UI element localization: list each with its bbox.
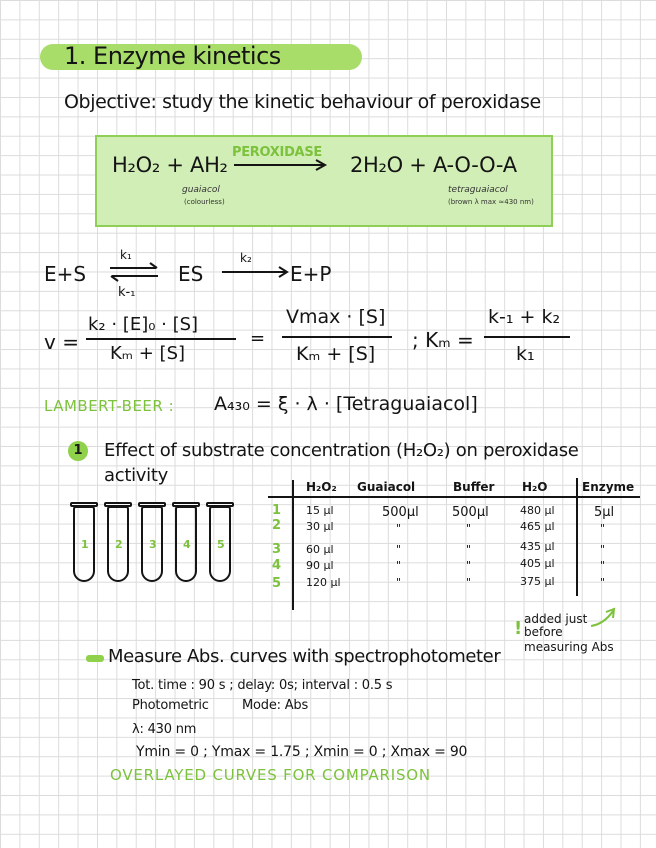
param-line: Ymin = 0 ; Ymax = 1.75 ; Xmin = 0 ; Xmax = 90 <box>136 744 468 760</box>
table-cell: 15 µl <box>306 504 334 517</box>
tetraguaiacol-label: tetraguaiacol <box>448 185 508 195</box>
table-cell: 30 µl <box>306 520 334 533</box>
table-header: H₂O₂ <box>306 480 337 494</box>
numerator-2: Vmax · [S] <box>286 306 386 328</box>
param-line: λ: 430 nm <box>132 722 197 737</box>
table-row-number: 2 <box>272 518 282 533</box>
fraction-bar-1 <box>86 338 236 340</box>
param-line: Tot. time : 90 s ; delay: 0s; interval : 0.5 s <box>132 678 393 693</box>
table-cell: " <box>466 543 472 556</box>
table-cell: 480 µl <box>520 504 555 517</box>
note-line: measuring Abs <box>524 640 614 654</box>
fraction-bar-2 <box>282 336 392 338</box>
section-title-line1: Effect of substrate concentration (H₂O₂) on peroxidase <box>104 440 579 461</box>
forward-arrow <box>220 266 290 278</box>
velocity-symbol: v = <box>44 330 79 354</box>
reaction-products: 2H₂O + A-O-O-A <box>350 153 517 177</box>
table-cell: " <box>600 522 606 535</box>
table-row-number: 3 <box>272 542 282 557</box>
colourless-label: (colourless) <box>184 198 225 206</box>
table-row-number: 5 <box>272 576 282 591</box>
tube-number: 1 <box>81 538 89 551</box>
table-header: Enzyme <box>582 480 635 494</box>
section-number-badge: 1 <box>68 441 88 461</box>
fraction-bar-3 <box>484 336 570 338</box>
table-cell: " <box>396 543 402 556</box>
k1-label: k₁ <box>120 248 132 262</box>
mechanism-e-plus-p: E+P <box>290 262 332 286</box>
k-minus1-label: k-₁ <box>118 285 136 300</box>
measure-bullet <box>86 655 104 662</box>
table-header: H₂O <box>522 480 548 494</box>
note-exclamation: ! <box>514 618 523 639</box>
table-header: Guaiacol <box>357 480 416 494</box>
reaction-arrow <box>232 158 330 172</box>
table-header: Buffer <box>453 480 495 494</box>
table-cell: 5µl <box>594 505 615 520</box>
table-cell: 90 µl <box>306 559 334 572</box>
mechanism-es: ES <box>178 262 204 286</box>
denominator-1: Kₘ + [S] <box>110 343 186 364</box>
table-cell: 375 µl <box>520 575 555 588</box>
table-cell: 500µl <box>452 505 489 520</box>
table-row-number: 4 <box>272 558 282 573</box>
equals-sign: = <box>250 328 266 349</box>
table-cell: 120 µl <box>306 576 341 589</box>
reaction-reactants: H₂O₂ + AH₂ <box>112 153 228 177</box>
table-cell: 435 µl <box>520 540 555 553</box>
numerator-3: k-₁ + k₂ <box>488 306 561 328</box>
enzyme-label: PEROXIDASE <box>232 145 322 160</box>
param-line: Photometric <box>132 698 209 713</box>
brown-label: (brown λ max ≈430 nm) <box>448 198 534 206</box>
tube-number: 4 <box>183 538 191 551</box>
mechanism-e-plus-s: E+S <box>44 262 87 286</box>
param-line: Mode: Abs <box>242 698 309 713</box>
table-cell: " <box>600 576 606 589</box>
k2-label: k₂ <box>240 251 252 265</box>
objective-text: Objective: study the kinetic behaviour of peroxidase <box>64 91 541 113</box>
table-cell: " <box>600 543 606 556</box>
note-line: before <box>524 625 563 639</box>
table-cell: " <box>396 559 402 572</box>
table-cell: 500µl <box>382 505 419 520</box>
note-arrow <box>588 606 618 630</box>
guaiacol-label: guaiacol <box>182 185 220 195</box>
page-title: 1. Enzyme kinetics <box>64 42 281 70</box>
denominator-3: k₁ <box>516 343 535 365</box>
equilibrium-arrows <box>108 262 160 282</box>
table-header-rule <box>268 496 640 498</box>
table-cell: 465 µl <box>520 520 555 533</box>
table-cell: " <box>466 522 472 535</box>
section-title-line2: activity <box>104 465 168 486</box>
reaction-box <box>95 135 553 227</box>
table-row-number: 1 <box>272 503 282 518</box>
table-cell: 60 µl <box>306 543 334 556</box>
lambert-beer-label: LAMBERT-BEER : <box>44 397 175 415</box>
table-vertical-rule <box>576 478 578 596</box>
lambert-beer-equation: A₄₃₀ = ξ · λ · [Tetraguaiacol] <box>214 393 478 415</box>
overlay-note: OVERLAYED CURVES FOR COMPARISON <box>110 766 431 784</box>
table-cell: " <box>396 576 402 589</box>
table-cell: " <box>466 576 472 589</box>
table-cell: " <box>466 559 472 572</box>
tube-number: 3 <box>149 538 157 551</box>
numerator-1: k₂ · [E]₀ · [S] <box>88 314 199 335</box>
denominator-2: Kₘ + [S] <box>296 343 376 365</box>
measure-title: Measure Abs. curves with spectrophotometer <box>108 646 501 667</box>
table-cell: " <box>396 522 402 535</box>
tube-number: 2 <box>115 538 123 551</box>
table-cell: " <box>600 559 606 572</box>
km-label: ; Kₘ = <box>412 328 474 352</box>
table-cell: 405 µl <box>520 557 555 570</box>
note-line: added just <box>524 612 588 626</box>
tube-number: 5 <box>217 538 225 551</box>
table-vertical-rule <box>292 480 294 610</box>
